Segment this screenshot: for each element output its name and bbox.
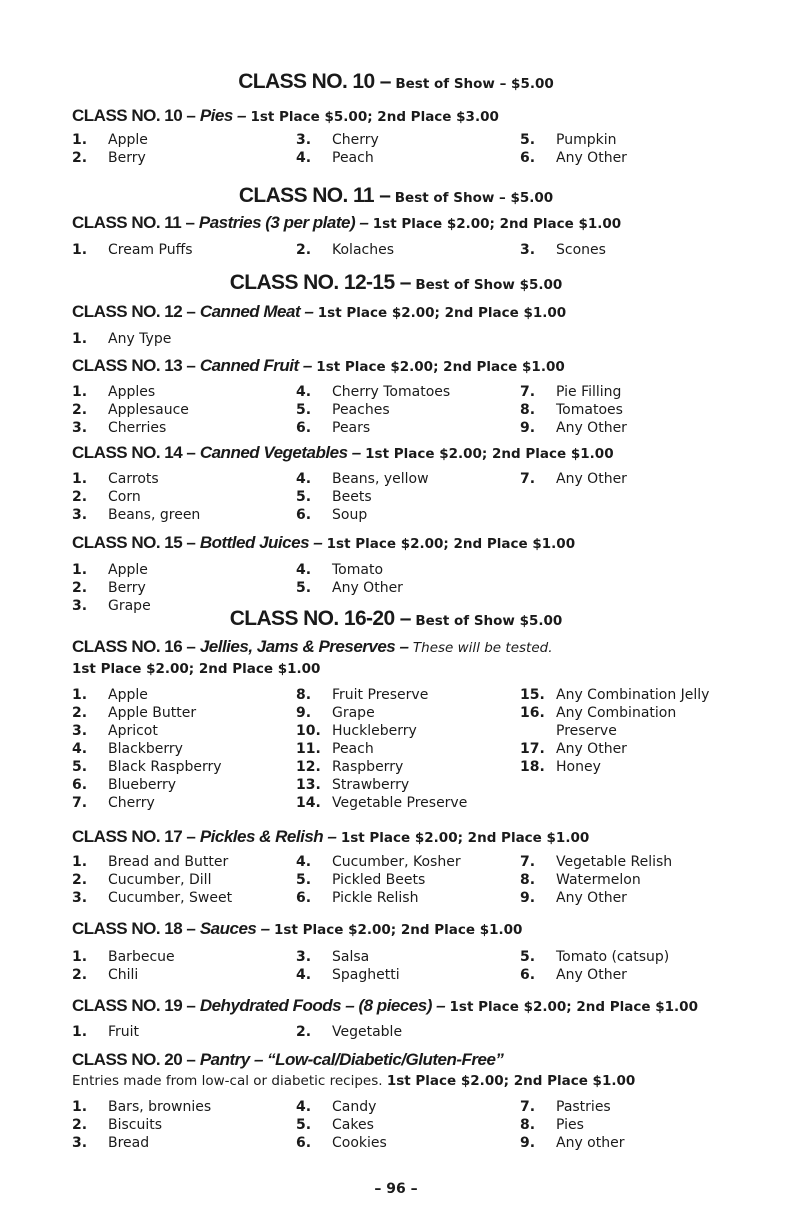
item-label: Peach xyxy=(332,150,374,166)
item-label: Vegetable Relish xyxy=(556,854,673,870)
list-item xyxy=(72,686,148,704)
item-label: Bread xyxy=(108,1135,150,1151)
item-number: 9. xyxy=(520,890,536,906)
list-item xyxy=(296,776,409,794)
list-item xyxy=(296,740,374,758)
list-item xyxy=(72,1134,149,1152)
item-label: Applesauce xyxy=(108,402,189,418)
class-prize: 1st Place $2.00; 2nd Place $1.00 xyxy=(449,999,698,1015)
item-number: 9. xyxy=(520,1135,536,1151)
item-number: 1. xyxy=(72,1024,88,1040)
list-item xyxy=(520,131,616,149)
item-number: 5. xyxy=(520,132,536,148)
class-number: CLASS NO. 14 – xyxy=(72,443,196,462)
item-label: Black Raspberry xyxy=(108,759,222,775)
item-number: 6. xyxy=(520,967,536,983)
class-number: CLASS NO. 10 – xyxy=(72,106,196,125)
best-of-show-title: CLASS NO. 10 – xyxy=(238,70,391,93)
best-of-show-prize: Best of Show – $5.00 xyxy=(394,190,554,206)
item-label: Apple Butter xyxy=(108,705,197,721)
item-number: 5. xyxy=(296,1117,312,1133)
item-number: 4. xyxy=(296,471,312,487)
item-number: 15. xyxy=(520,687,545,703)
list-item xyxy=(72,889,232,907)
best-of-show-prize: Best of Show $5.00 xyxy=(415,613,563,629)
class-number: CLASS NO. 15 – xyxy=(72,533,196,552)
item-label: Tomatoes xyxy=(556,402,623,418)
list-item xyxy=(520,383,621,401)
item-label: Grape xyxy=(108,598,151,614)
item-number: 2. xyxy=(72,402,88,418)
item-label: Bars, brownies xyxy=(108,1099,212,1115)
item-label: Biscuits xyxy=(108,1117,163,1133)
item-number: 3. xyxy=(296,949,312,965)
list-item xyxy=(296,1098,376,1116)
item-label: Any other xyxy=(556,1135,625,1151)
list-item xyxy=(520,401,623,419)
item-number: 2. xyxy=(72,150,88,166)
item-number: 2. xyxy=(72,967,88,983)
class-heading-13 xyxy=(72,356,565,376)
item-label: Soup xyxy=(332,507,368,523)
item-number: 3. xyxy=(72,598,88,614)
best-of-show-title: CLASS NO. 16-20 – xyxy=(229,607,411,630)
item-number: 1. xyxy=(72,471,88,487)
list-item xyxy=(296,853,461,871)
class-heading-18 xyxy=(72,919,522,939)
list-item xyxy=(72,853,228,871)
list-item xyxy=(520,740,627,758)
item-label: Huckleberry xyxy=(332,723,417,739)
item-label: Cucumber, Sweet xyxy=(108,890,233,906)
class-category: Pies – xyxy=(199,106,246,125)
class-prize: 1st Place $2.00; 2nd Place $1.00 xyxy=(326,536,576,552)
list-item xyxy=(296,758,403,776)
list-item xyxy=(72,506,200,524)
item-label: Berry xyxy=(108,150,146,166)
item-number: 4. xyxy=(296,562,312,578)
list-item xyxy=(520,470,627,488)
best-of-show-heading-12-15 xyxy=(0,271,792,295)
class-number: CLASS NO. 18 – xyxy=(72,919,196,938)
best-of-show-prize: Best of Show – $5.00 xyxy=(395,76,554,92)
item-label: Any Combination xyxy=(556,705,677,721)
list-item xyxy=(72,758,222,776)
item-label: Vegetable xyxy=(332,1024,403,1040)
class-heading-15 xyxy=(72,533,575,553)
list-item xyxy=(296,131,379,149)
item-number: 1. xyxy=(72,854,88,870)
list-item xyxy=(520,241,606,259)
list-item xyxy=(520,948,669,966)
class-heading-14 xyxy=(72,443,614,463)
list-item xyxy=(296,966,400,984)
item-label: Grape xyxy=(332,705,375,721)
item-label: Tomato xyxy=(332,562,384,578)
item-number: 5. xyxy=(296,402,312,418)
class-number: CLASS NO. 17 – xyxy=(72,827,196,846)
class-prize: 1st Place $2.00; 2nd Place $1.00 xyxy=(274,922,523,938)
class-heading-17 xyxy=(72,827,589,847)
item-label: Corn xyxy=(108,489,141,505)
class-prize: 1st Place $2.00; 2nd Place $1.00 xyxy=(365,446,614,462)
class-number: CLASS NO. 11 – xyxy=(72,213,195,232)
item-label: Cucumber, Dill xyxy=(108,872,212,888)
item-number: 14. xyxy=(296,795,321,811)
item-number: 2. xyxy=(72,705,88,721)
item-label: Tomato (catsup) xyxy=(556,949,670,965)
list-item xyxy=(72,1023,139,1041)
item-label: Cucumber, Kosher xyxy=(332,854,461,870)
item-label: Cakes xyxy=(332,1117,374,1133)
item-label: Cherries xyxy=(108,420,167,436)
item-label: Pickled Beets xyxy=(332,872,426,888)
item-label: Any Type xyxy=(108,331,172,347)
list-item xyxy=(520,1116,584,1134)
list-item xyxy=(72,383,155,401)
class-category: Canned Meat – xyxy=(199,302,314,321)
item-number: 2. xyxy=(296,242,312,258)
list-item xyxy=(520,722,617,740)
item-label: Apple xyxy=(108,562,148,578)
item-label: Scones xyxy=(556,242,606,258)
item-label: Barbecue xyxy=(108,949,175,965)
item-label: Any Other xyxy=(556,890,627,906)
item-number: 11. xyxy=(296,741,321,757)
list-item xyxy=(72,131,148,149)
item-number: 1. xyxy=(72,384,88,400)
item-label: Bread and Butter xyxy=(108,854,229,870)
list-item xyxy=(72,1098,211,1116)
item-label: Peaches xyxy=(332,402,390,418)
class-prize: 1st Place $2.00; 2nd Place $1.00 xyxy=(316,359,565,375)
list-item xyxy=(72,966,138,984)
best-of-show-title: CLASS NO. 12-15 – xyxy=(229,271,411,294)
item-number: 8. xyxy=(520,402,536,418)
item-label: Honey xyxy=(556,759,601,775)
list-item xyxy=(296,241,394,259)
list-item xyxy=(296,149,374,167)
item-number: 6. xyxy=(296,1135,312,1151)
item-number: 17. xyxy=(520,741,545,757)
list-item xyxy=(296,889,418,907)
item-number: 2. xyxy=(296,1024,312,1040)
item-label: Any Other xyxy=(332,580,403,596)
item-label: Carrots xyxy=(108,471,159,487)
item-label: Strawberry xyxy=(332,777,410,793)
list-item xyxy=(296,561,383,579)
item-number: 3. xyxy=(520,242,536,258)
list-item xyxy=(72,330,171,348)
list-item xyxy=(72,776,176,794)
list-item xyxy=(72,740,183,758)
list-item xyxy=(520,419,627,437)
item-number: 9. xyxy=(296,705,312,721)
item-number: 5. xyxy=(72,759,88,775)
item-number: 3. xyxy=(296,132,312,148)
list-item xyxy=(72,948,175,966)
item-label: Blackberry xyxy=(108,741,183,757)
class-heading-11 xyxy=(72,213,621,233)
list-item xyxy=(72,1116,162,1134)
item-number: 7. xyxy=(520,384,536,400)
list-item xyxy=(72,470,159,488)
list-item xyxy=(296,794,467,812)
item-number: 7. xyxy=(72,795,88,811)
class-heading-20 xyxy=(72,1050,503,1070)
list-item xyxy=(296,579,403,597)
item-label: Cream Puffs xyxy=(108,242,193,258)
list-item xyxy=(520,149,627,167)
item-number: 1. xyxy=(72,562,88,578)
item-number: 1. xyxy=(72,331,88,347)
list-item xyxy=(296,1116,374,1134)
item-label: Peach xyxy=(332,741,374,757)
item-label: Cherry xyxy=(332,132,379,148)
best-of-show-prize: Best of Show $5.00 xyxy=(415,277,563,293)
item-label: Cherry Tomatoes xyxy=(332,384,451,400)
list-item xyxy=(72,149,146,167)
item-label: Chili xyxy=(108,967,139,983)
item-label: Pears xyxy=(332,420,371,436)
item-number: 6. xyxy=(72,777,88,793)
class-heading-12 xyxy=(72,302,566,322)
item-label: Preserve xyxy=(556,723,617,739)
list-item xyxy=(72,488,141,506)
list-item xyxy=(296,1023,402,1041)
item-label: Pumpkin xyxy=(556,132,617,148)
class-prize: 1st Place $2.00; 2nd Place $1.00 xyxy=(340,830,590,846)
item-number: 13. xyxy=(296,777,321,793)
item-number: 1. xyxy=(72,1099,88,1115)
list-item xyxy=(72,794,155,812)
list-item xyxy=(296,419,370,437)
item-label: Any Other xyxy=(556,741,627,757)
class-category: Jellies, Jams & Preserves – xyxy=(199,637,409,656)
class-heading-10 xyxy=(72,106,499,126)
item-number: 3. xyxy=(72,890,88,906)
item-number: 6. xyxy=(296,890,312,906)
item-number: 12. xyxy=(296,759,321,775)
item-label: Raspberry xyxy=(332,759,404,775)
item-number: 18. xyxy=(520,759,545,775)
item-label: Berry xyxy=(108,580,146,596)
list-item xyxy=(296,401,390,419)
list-item xyxy=(296,722,417,740)
item-label: Pies xyxy=(556,1117,584,1133)
class-heading-19 xyxy=(72,996,698,1016)
item-label: Blueberry xyxy=(108,777,177,793)
list-item xyxy=(520,704,676,722)
item-number: 4. xyxy=(296,1099,312,1115)
list-item xyxy=(72,722,158,740)
item-label: Any Other xyxy=(556,420,627,436)
class-number: CLASS NO. 20 – xyxy=(72,1050,196,1069)
item-label: Pastries xyxy=(556,1099,611,1115)
item-label: Apple xyxy=(108,132,148,148)
item-number: 7. xyxy=(520,471,536,487)
item-label: Fruit Preserve xyxy=(332,687,429,703)
item-label: Watermelon xyxy=(556,872,641,888)
item-number: 8. xyxy=(520,1117,536,1133)
class-prize: 1st Place $2.00; 2nd Place $1.00 xyxy=(72,661,321,677)
item-number: 4. xyxy=(296,384,312,400)
page-number: – 96 – xyxy=(374,1181,418,1197)
class-category: Canned Vegetables – xyxy=(199,443,361,462)
item-label: Any Other xyxy=(556,967,627,983)
class-number: CLASS NO. 12 – xyxy=(72,302,196,321)
list-item xyxy=(72,579,146,597)
item-number: 7. xyxy=(520,1099,536,1115)
item-number: 3. xyxy=(72,507,88,523)
item-number: 5. xyxy=(296,580,312,596)
item-number: 6. xyxy=(520,150,536,166)
item-label: Any Other xyxy=(556,150,627,166)
class-16-prize-line xyxy=(72,661,320,677)
class-prize: 1st Place $5.00; 2nd Place $3.00 xyxy=(250,109,499,125)
item-label: Kolaches xyxy=(332,242,394,258)
item-number: 1. xyxy=(72,132,88,148)
list-item xyxy=(296,1134,387,1152)
item-label: Beets xyxy=(332,489,372,505)
class-category: Canned Fruit – xyxy=(199,356,312,375)
item-number: 5. xyxy=(520,949,536,965)
item-number: 16. xyxy=(520,705,545,721)
class-category: Bottled Juices – xyxy=(199,533,323,552)
list-item xyxy=(296,488,372,506)
item-number: 3. xyxy=(72,1135,88,1151)
list-item xyxy=(296,470,429,488)
item-number: 4. xyxy=(296,150,312,166)
item-label: Apples xyxy=(108,384,156,400)
item-number: 9. xyxy=(520,420,536,436)
item-label: Pie Filling xyxy=(556,384,622,400)
class-category: Dehydrated Foods – (8 pieces) – xyxy=(199,996,446,1015)
item-number: 2. xyxy=(72,580,88,596)
class-prize: 1st Place $2.00; 2nd Place $1.00 xyxy=(372,216,622,232)
class-description: Entries made from low-cal or diabetic recipes. xyxy=(72,1073,383,1089)
item-number: 2. xyxy=(72,489,88,505)
item-label: Fruit xyxy=(108,1024,140,1040)
item-label: Vegetable Preserve xyxy=(332,795,468,811)
best-of-show-heading-10 xyxy=(0,70,792,94)
class-20-desc-line xyxy=(72,1073,635,1089)
list-item xyxy=(520,889,627,907)
item-number: 8. xyxy=(296,687,312,703)
item-number: 5. xyxy=(296,489,312,505)
item-label: Apricot xyxy=(108,723,158,739)
item-number: 3. xyxy=(72,723,88,739)
class-category: Pickles & Relish – xyxy=(199,827,337,846)
list-item xyxy=(520,1098,611,1116)
list-item xyxy=(520,966,627,984)
list-item xyxy=(296,948,369,966)
item-label: Apple xyxy=(108,687,148,703)
best-of-show-title: CLASS NO. 11 – xyxy=(238,184,391,207)
item-number: 6. xyxy=(296,507,312,523)
item-number: 4. xyxy=(72,741,88,757)
best-of-show-heading-11 xyxy=(0,184,792,208)
list-item xyxy=(72,241,193,259)
class-prize: 1st Place $2.00; 2nd Place $1.00 xyxy=(317,305,567,321)
list-item xyxy=(520,758,601,776)
item-label: Spaghetti xyxy=(332,967,400,983)
item-number: 1. xyxy=(72,242,88,258)
list-item xyxy=(296,686,428,704)
item-label: Cherry xyxy=(108,795,155,811)
item-label: Pickle Relish xyxy=(332,890,419,906)
item-number: 5. xyxy=(296,872,312,888)
class-category: Pantry – “Low-cal/Diabetic/Gluten-Free” xyxy=(199,1050,504,1069)
list-item xyxy=(296,871,425,889)
list-item xyxy=(72,561,148,579)
list-item xyxy=(72,704,196,722)
class-number: CLASS NO. 16 – xyxy=(72,637,196,656)
item-number: 7. xyxy=(520,854,536,870)
item-number: 3. xyxy=(72,420,88,436)
class-heading-16 xyxy=(72,637,553,657)
item-label: Any Other xyxy=(556,471,627,487)
item-number: 8. xyxy=(520,872,536,888)
item-number: 1. xyxy=(72,687,88,703)
list-item xyxy=(520,686,709,704)
item-label: Candy xyxy=(332,1099,377,1115)
list-item xyxy=(296,704,375,722)
list-item xyxy=(520,1134,624,1152)
item-label: Any Combination Jelly xyxy=(556,687,710,703)
list-item xyxy=(72,401,189,419)
item-number: 2. xyxy=(72,1117,88,1133)
item-number: 2. xyxy=(72,872,88,888)
class-number: CLASS NO. 13 – xyxy=(72,356,196,375)
list-item xyxy=(72,871,211,889)
list-item xyxy=(520,853,672,871)
class-category: Sauces – xyxy=(199,919,270,938)
list-item xyxy=(520,871,641,889)
list-item xyxy=(72,419,166,437)
item-number: 4. xyxy=(296,967,312,983)
best-of-show-heading-16-20 xyxy=(0,607,792,631)
class-number: CLASS NO. 19 – xyxy=(72,996,196,1015)
item-number: 4. xyxy=(296,854,312,870)
item-number: 6. xyxy=(296,420,312,436)
item-label: Cookies xyxy=(332,1135,387,1151)
list-item xyxy=(296,383,450,401)
item-number: 10. xyxy=(296,723,321,739)
class-category: Pastries (3 per plate) – xyxy=(198,213,369,232)
item-number: 1. xyxy=(72,949,88,965)
item-label: Beans, yellow xyxy=(332,471,429,487)
item-label: Salsa xyxy=(332,949,370,965)
class-note: These will be tested. xyxy=(412,640,553,656)
class-prize: 1st Place $2.00; 2nd Place $1.00 xyxy=(386,1073,636,1089)
item-label: Beans, green xyxy=(108,507,201,523)
list-item xyxy=(296,506,367,524)
